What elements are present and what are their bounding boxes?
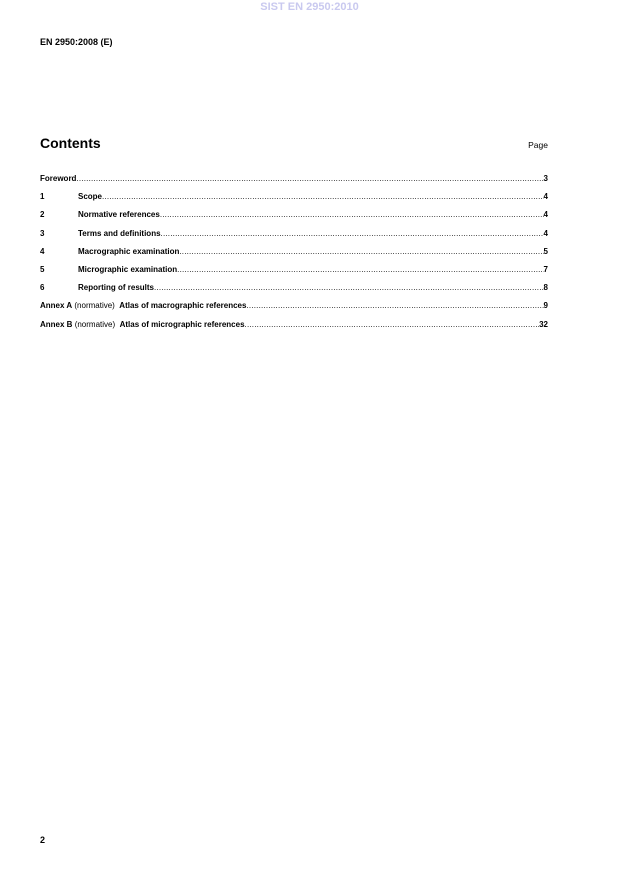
dot-leader xyxy=(102,192,544,201)
toc-page: 4 xyxy=(543,228,548,238)
table-of-contents xyxy=(40,174,548,338)
toc-page: 32 xyxy=(539,319,548,329)
dot-leader xyxy=(160,210,544,219)
toc-entry[interactable] xyxy=(40,210,548,228)
dot-leader xyxy=(246,301,543,310)
toc-label: Atlas of macrographic references xyxy=(119,301,247,311)
toc-label: Terms and definitions xyxy=(78,228,161,238)
toc-number: 3 xyxy=(40,228,45,238)
toc-label: Macrographic examination xyxy=(78,246,180,256)
watermark: SIST EN 2950:2010 xyxy=(260,1,359,13)
contents-title: Contents xyxy=(40,135,101,151)
dot-leader xyxy=(179,247,543,256)
toc-entry-annex-b[interactable] xyxy=(40,320,548,338)
toc-page: 3 xyxy=(543,174,548,183)
toc-label: Atlas of micrographic references xyxy=(119,319,245,329)
dot-leader xyxy=(177,265,543,274)
toc-label: Reporting of results xyxy=(78,283,155,293)
toc-label: Micrographic examination xyxy=(78,264,178,274)
toc-page: 5 xyxy=(543,246,548,256)
toc-entry-annex-a[interactable] xyxy=(40,301,548,319)
dot-leader xyxy=(245,320,540,329)
toc-number: 1 xyxy=(40,192,45,202)
toc-label: Normative references xyxy=(78,210,160,220)
toc-page: 4 xyxy=(543,192,548,202)
annex-type: (normative) xyxy=(74,301,115,311)
toc-page: 7 xyxy=(543,264,548,274)
toc-entry-foreword[interactable] xyxy=(40,174,548,192)
page-number: 2 xyxy=(40,835,46,845)
document-header: EN 2950:2008 (E) xyxy=(40,37,113,47)
dot-leader xyxy=(154,283,544,292)
toc-number: 4 xyxy=(40,246,45,256)
toc-entry[interactable] xyxy=(40,229,548,247)
annex-type: (normative) xyxy=(74,319,116,329)
toc-entry[interactable] xyxy=(40,283,548,301)
toc-label: Scope xyxy=(78,192,103,202)
toc-entry[interactable] xyxy=(40,192,548,210)
toc-entry[interactable] xyxy=(40,265,548,283)
toc-number: 2 xyxy=(40,210,45,220)
dot-leader xyxy=(76,174,543,183)
toc-number: 6 xyxy=(40,283,45,293)
annex-name: Annex A xyxy=(40,301,73,311)
page-column-label: Page xyxy=(528,140,548,150)
annex-name: Annex B xyxy=(40,319,73,329)
toc-label: Foreword xyxy=(40,174,77,183)
toc-page: 8 xyxy=(543,283,548,293)
toc-number: 5 xyxy=(40,264,45,274)
toc-page: 4 xyxy=(543,210,548,220)
toc-entry[interactable] xyxy=(40,247,548,265)
toc-page: 9 xyxy=(543,301,548,311)
dot-leader xyxy=(161,229,544,238)
